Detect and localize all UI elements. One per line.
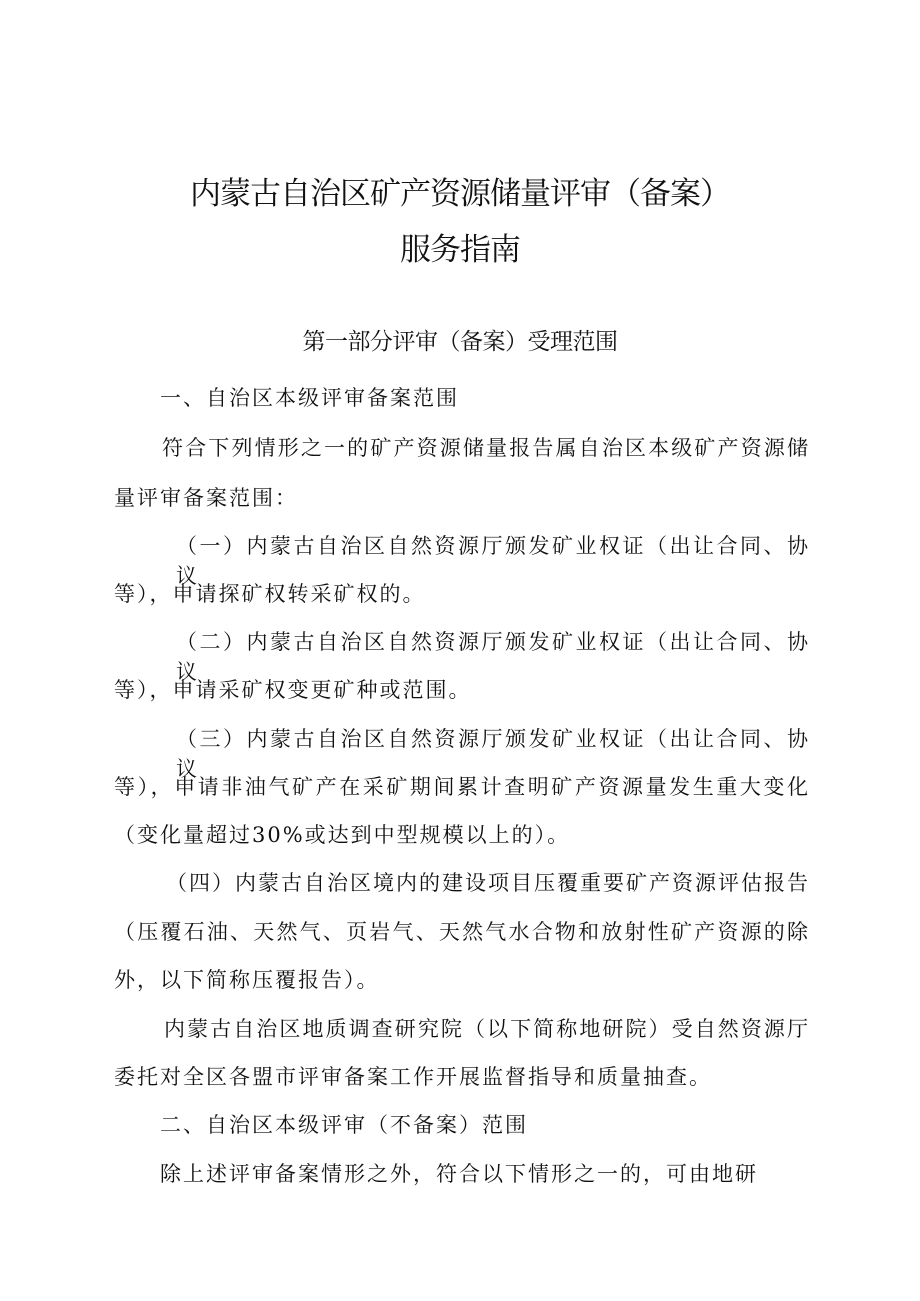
document-title-line-1: 内蒙古自治区矿产资源储量评审（备案）	[190, 176, 730, 212]
list-item-3-line: 等），申请非油气矿产在采矿期间累计查明矿产资源量发生重大变化	[114, 775, 810, 799]
list-item-4-line: 外，以下简称压覆报告）。	[114, 968, 380, 992]
paragraph-line: 内蒙古自治区地质调查研究院（以下简称地研院）受自然资源厅	[164, 1017, 810, 1041]
section-heading-2: 二、自治区本级评审（不备案）范围	[160, 1113, 528, 1137]
list-item-1-line: 等），申请探矿权转采矿权的。	[114, 582, 426, 606]
paragraph-line: 委托对全区各盟市评审备案工作开展监督指导和质量抽查。	[114, 1065, 712, 1089]
list-item-3-line: （变化量超过30%或达到中型规模以上的）。	[114, 823, 571, 847]
list-item-2-line: 等），申请采矿权变更矿种或范围。	[114, 678, 472, 702]
section-heading-1: 一、自治区本级评审备案范围	[160, 386, 459, 410]
list-item-1-line: （一）内蒙古自治区自然资源厅颁发矿业权证（出让合同、协议	[176, 534, 810, 588]
list-item-2-line: （二）内蒙古自治区自然资源厅颁发矿业权证（出让合同、协议	[176, 630, 810, 684]
list-item-4-line: （压覆石油、天然气、页岩气、天然气水合物和放射性矿产资源的除	[114, 920, 810, 944]
paragraph-line: 除上述评审备案情形之外，符合以下情形之一的，可由地研	[160, 1162, 758, 1186]
document-title-line-2: 服务指南	[400, 232, 520, 268]
part-heading: 第一部分评审（备案）受理范围	[302, 329, 618, 355]
paragraph-line: 量评审备案范围：	[114, 486, 298, 510]
list-item-3-line: （三）内蒙古自治区自然资源厅颁发矿业权证（出让合同、协议	[176, 727, 810, 781]
paragraph-line: 符合下列情形之一的矿产资源储量报告属自治区本级矿产资源储	[162, 436, 810, 460]
list-item-4-line: （四）内蒙古自治区境内的建设项目压覆重要矿产资源评估报告	[166, 871, 810, 895]
